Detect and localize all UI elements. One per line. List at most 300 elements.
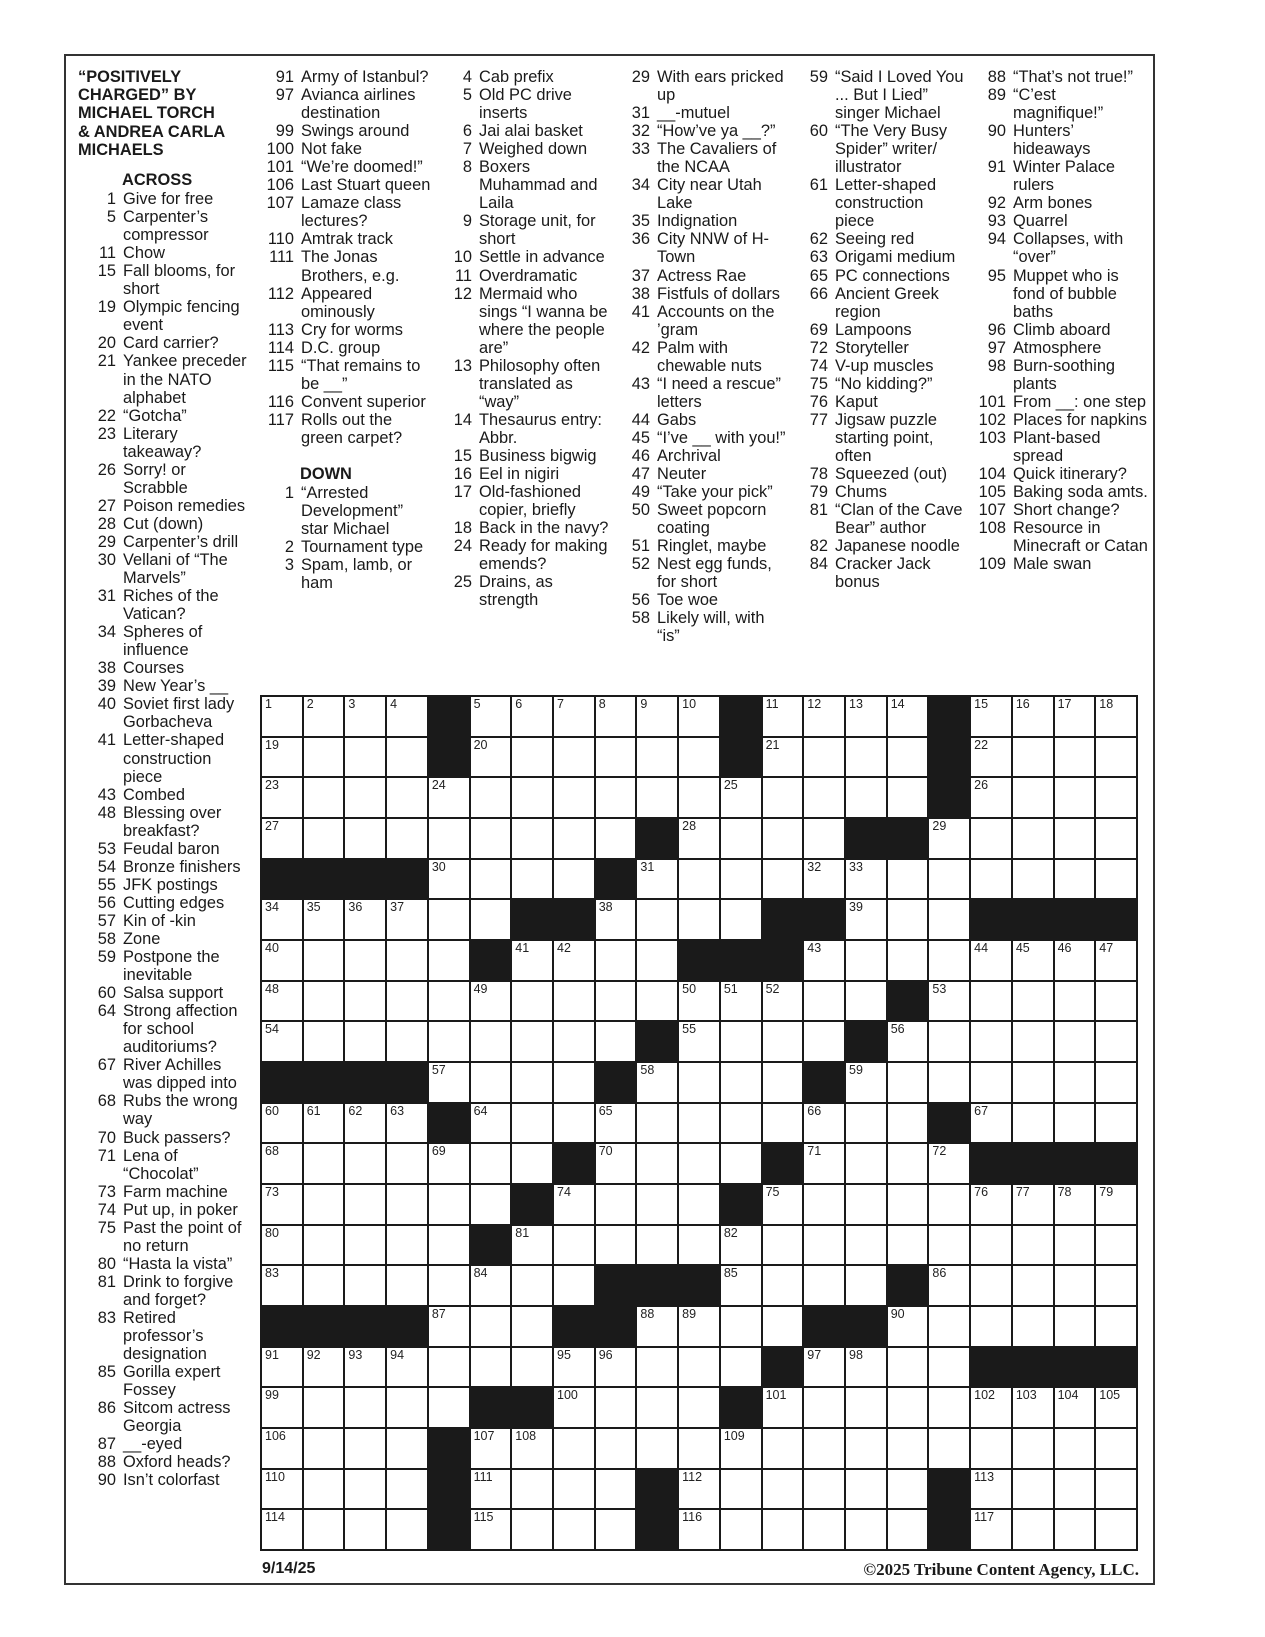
grid-cell[interactable] [1055,860,1095,899]
grid-cell[interactable] [637,738,677,777]
grid-cell[interactable] [721,1510,761,1549]
grid-cell[interactable] [1013,1185,1053,1224]
grid-cell[interactable] [1013,1226,1053,1265]
grid-cell[interactable] [429,819,469,858]
grid-cell[interactable] [596,1022,636,1061]
grid-cell[interactable] [429,1022,469,1061]
grid-cell[interactable] [888,1226,928,1265]
grid-cell[interactable] [804,778,844,817]
grid-cell[interactable] [387,900,427,939]
grid-cell[interactable] [1096,941,1136,980]
grid-cell[interactable] [554,1185,594,1224]
grid-cell[interactable] [721,1266,761,1305]
grid-cell[interactable] [888,738,928,777]
grid-cell[interactable] [637,1307,677,1346]
grid-cell[interactable] [596,1185,636,1224]
grid-cell[interactable] [387,738,427,777]
grid-cell[interactable] [804,1144,844,1183]
grid-cell[interactable] [679,900,719,939]
grid-cell[interactable] [304,697,344,736]
grid-cell[interactable] [512,1510,552,1549]
grid-cell[interactable] [721,1022,761,1061]
grid-cell[interactable] [262,1144,302,1183]
grid-cell[interactable] [679,778,719,817]
grid-cell[interactable] [1096,778,1136,817]
grid-cell[interactable] [929,900,969,939]
grid-cell[interactable] [1096,1510,1136,1549]
grid-cell[interactable] [679,738,719,777]
grid-cell[interactable] [345,819,385,858]
grid-cell[interactable] [387,1022,427,1061]
grid-cell[interactable] [804,1226,844,1265]
grid-cell[interactable] [512,738,552,777]
grid-cell[interactable] [888,1510,928,1549]
grid-cell[interactable] [429,1307,469,1346]
grid-cell[interactable] [304,1470,344,1509]
grid-cell[interactable] [888,1063,928,1102]
grid-cell[interactable] [888,1429,928,1468]
grid-cell[interactable] [971,1510,1011,1549]
grid-cell[interactable] [471,697,511,736]
grid-cell[interactable] [387,1266,427,1305]
grid-cell[interactable] [1055,941,1095,980]
grid-cell[interactable] [679,1185,719,1224]
grid-cell[interactable] [846,1226,886,1265]
grid-cell[interactable] [846,1429,886,1468]
grid-cell[interactable] [763,1429,803,1468]
grid-cell[interactable] [721,1144,761,1183]
grid-cell[interactable] [929,860,969,899]
grid-cell[interactable] [471,1266,511,1305]
grid-cell[interactable] [637,860,677,899]
grid-cell[interactable] [471,1022,511,1061]
grid-cell[interactable] [262,1388,302,1427]
grid-cell[interactable] [471,738,511,777]
grid-cell[interactable] [721,1429,761,1468]
grid-cell[interactable] [262,1022,302,1061]
grid-cell[interactable] [1055,1388,1095,1427]
grid-cell[interactable] [721,1470,761,1509]
grid-cell[interactable] [387,1104,427,1143]
grid-cell[interactable] [554,1429,594,1468]
grid-cell[interactable] [804,1510,844,1549]
grid-cell[interactable] [596,982,636,1021]
grid-cell[interactable] [679,1063,719,1102]
grid-cell[interactable] [804,1429,844,1468]
grid-cell[interactable] [304,1388,344,1427]
grid-cell[interactable] [345,738,385,777]
grid-cell[interactable] [637,900,677,939]
grid-cell[interactable] [387,982,427,1021]
grid-cell[interactable] [429,1063,469,1102]
grid-cell[interactable] [1055,1185,1095,1224]
grid-cell[interactable] [846,1063,886,1102]
grid-cell[interactable] [596,1429,636,1468]
grid-cell[interactable] [763,1470,803,1509]
grid-cell[interactable] [679,697,719,736]
grid-cell[interactable] [262,1266,302,1305]
grid-cell[interactable] [763,778,803,817]
grid-cell[interactable] [1096,1388,1136,1427]
grid-cell[interactable] [304,1144,344,1183]
grid-cell[interactable] [971,697,1011,736]
grid-cell[interactable] [596,1470,636,1509]
grid-cell[interactable] [637,1144,677,1183]
grid-cell[interactable] [679,1022,719,1061]
grid-cell[interactable] [971,982,1011,1021]
grid-cell[interactable] [721,1063,761,1102]
grid-cell[interactable] [846,1470,886,1509]
grid-cell[interactable] [429,982,469,1021]
grid-cell[interactable] [679,1144,719,1183]
grid-cell[interactable] [554,860,594,899]
grid-cell[interactable] [846,1185,886,1224]
grid-cell[interactable] [929,1022,969,1061]
grid-cell[interactable] [1013,1104,1053,1143]
grid-cell[interactable] [971,1266,1011,1305]
grid-cell[interactable] [804,982,844,1021]
grid-cell[interactable] [429,1348,469,1387]
grid-cell[interactable] [554,1510,594,1549]
grid-cell[interactable] [304,1104,344,1143]
grid-cell[interactable] [304,1226,344,1265]
grid-cell[interactable] [345,982,385,1021]
grid-cell[interactable] [471,982,511,1021]
grid-cell[interactable] [1096,1266,1136,1305]
grid-cell[interactable] [637,941,677,980]
grid-cell[interactable] [304,1266,344,1305]
grid-cell[interactable] [804,1185,844,1224]
grid-cell[interactable] [387,697,427,736]
grid-cell[interactable] [804,941,844,980]
grid-cell[interactable] [345,1266,385,1305]
grid-cell[interactable] [763,1022,803,1061]
grid-cell[interactable] [888,941,928,980]
grid-cell[interactable] [554,778,594,817]
grid-cell[interactable] [387,819,427,858]
grid-cell[interactable] [637,982,677,1021]
grid-cell[interactable] [1013,1063,1053,1102]
grid-cell[interactable] [804,1022,844,1061]
grid-cell[interactable] [763,1266,803,1305]
grid-cell[interactable] [345,697,385,736]
grid-cell[interactable] [888,1185,928,1224]
grid-cell[interactable] [512,819,552,858]
grid-cell[interactable] [721,1348,761,1387]
grid-cell[interactable] [512,1022,552,1061]
grid-cell[interactable] [1013,1307,1053,1346]
grid-cell[interactable] [262,1470,302,1509]
grid-cell[interactable] [262,1185,302,1224]
grid-cell[interactable] [554,982,594,1021]
grid-cell[interactable] [596,1348,636,1387]
grid-cell[interactable] [1013,1022,1053,1061]
grid-cell[interactable] [554,738,594,777]
grid-cell[interactable] [929,1226,969,1265]
grid-cell[interactable] [1055,982,1095,1021]
grid-cell[interactable] [304,900,344,939]
grid-cell[interactable] [554,1063,594,1102]
grid-cell[interactable] [679,819,719,858]
grid-cell[interactable] [471,1185,511,1224]
grid-cell[interactable] [304,778,344,817]
grid-cell[interactable] [846,1104,886,1143]
grid-cell[interactable] [763,1388,803,1427]
grid-cell[interactable] [387,1144,427,1183]
grid-cell[interactable] [971,941,1011,980]
grid-cell[interactable] [679,1429,719,1468]
grid-cell[interactable] [1013,738,1053,777]
grid-cell[interactable] [971,1185,1011,1224]
grid-cell[interactable] [971,1307,1011,1346]
grid-cell[interactable] [512,1307,552,1346]
grid-cell[interactable] [888,1144,928,1183]
grid-cell[interactable] [846,1388,886,1427]
grid-cell[interactable] [596,1104,636,1143]
grid-cell[interactable] [262,819,302,858]
grid-cell[interactable] [971,1429,1011,1468]
grid-cell[interactable] [512,1226,552,1265]
grid-cell[interactable] [512,1063,552,1102]
grid-cell[interactable] [763,1063,803,1102]
grid-cell[interactable] [804,1348,844,1387]
grid-cell[interactable] [721,860,761,899]
grid-cell[interactable] [262,982,302,1021]
grid-cell[interactable] [1013,697,1053,736]
grid-cell[interactable] [429,900,469,939]
grid-cell[interactable] [471,1104,511,1143]
grid-cell[interactable] [1013,819,1053,858]
grid-cell[interactable] [888,1104,928,1143]
grid-cell[interactable] [596,819,636,858]
grid-cell[interactable] [387,1470,427,1509]
grid-cell[interactable] [554,1022,594,1061]
grid-cell[interactable] [971,778,1011,817]
grid-cell[interactable] [471,900,511,939]
grid-cell[interactable] [387,1388,427,1427]
grid-cell[interactable] [596,941,636,980]
grid-cell[interactable] [429,1185,469,1224]
grid-cell[interactable] [679,1470,719,1509]
grid-cell[interactable] [262,1510,302,1549]
grid-cell[interactable] [429,1388,469,1427]
grid-cell[interactable] [387,1348,427,1387]
grid-cell[interactable] [763,982,803,1021]
grid-cell[interactable] [512,778,552,817]
grid-cell[interactable] [888,778,928,817]
grid-cell[interactable] [554,819,594,858]
grid-cell[interactable] [596,778,636,817]
grid-cell[interactable] [1013,982,1053,1021]
grid-cell[interactable] [345,1429,385,1468]
grid-cell[interactable] [1055,1226,1095,1265]
grid-cell[interactable] [1096,1063,1136,1102]
grid-cell[interactable] [1013,1429,1053,1468]
grid-cell[interactable] [345,1185,385,1224]
grid-cell[interactable] [387,1429,427,1468]
grid-cell[interactable] [929,1266,969,1305]
grid-cell[interactable] [929,982,969,1021]
grid-cell[interactable] [596,900,636,939]
grid-cell[interactable] [929,1185,969,1224]
grid-cell[interactable] [596,1510,636,1549]
grid-cell[interactable] [1055,1429,1095,1468]
grid-cell[interactable] [929,941,969,980]
grid-cell[interactable] [345,1510,385,1549]
grid-cell[interactable] [971,1388,1011,1427]
grid-cell[interactable] [1055,1470,1095,1509]
grid-cell[interactable] [471,819,511,858]
grid-cell[interactable] [888,697,928,736]
grid-cell[interactable] [304,941,344,980]
grid-cell[interactable] [804,697,844,736]
grid-cell[interactable] [971,860,1011,899]
grid-cell[interactable] [846,1348,886,1387]
grid-cell[interactable] [971,1470,1011,1509]
grid-cell[interactable] [471,1470,511,1509]
grid-cell[interactable] [429,778,469,817]
grid-cell[interactable] [637,1104,677,1143]
grid-cell[interactable] [554,941,594,980]
grid-cell[interactable] [1055,1266,1095,1305]
grid-cell[interactable] [1013,1510,1053,1549]
grid-cell[interactable] [888,900,928,939]
grid-cell[interactable] [1096,697,1136,736]
grid-cell[interactable] [846,1510,886,1549]
grid-cell[interactable] [637,1429,677,1468]
grid-cell[interactable] [971,1226,1011,1265]
grid-cell[interactable] [679,982,719,1021]
grid-cell[interactable] [888,1348,928,1387]
grid-cell[interactable] [721,1307,761,1346]
grid-cell[interactable] [763,697,803,736]
grid-cell[interactable] [471,1510,511,1549]
grid-cell[interactable] [1055,778,1095,817]
grid-cell[interactable] [1013,941,1053,980]
grid-cell[interactable] [262,900,302,939]
grid-cell[interactable] [971,738,1011,777]
grid-cell[interactable] [888,1388,928,1427]
grid-cell[interactable] [971,1104,1011,1143]
grid-cell[interactable] [471,1307,511,1346]
grid-cell[interactable] [596,697,636,736]
grid-cell[interactable] [929,1307,969,1346]
grid-cell[interactable] [345,1348,385,1387]
grid-cell[interactable] [1013,1266,1053,1305]
grid-cell[interactable] [679,1226,719,1265]
grid-cell[interactable] [345,900,385,939]
grid-cell[interactable] [345,1144,385,1183]
grid-cell[interactable] [679,860,719,899]
grid-cell[interactable] [387,778,427,817]
grid-cell[interactable] [304,1510,344,1549]
grid-cell[interactable] [929,1144,969,1183]
grid-cell[interactable] [471,778,511,817]
grid-cell[interactable] [471,1144,511,1183]
grid-cell[interactable] [554,1388,594,1427]
grid-cell[interactable] [637,1348,677,1387]
grid-cell[interactable] [637,697,677,736]
grid-cell[interactable] [512,941,552,980]
grid-cell[interactable] [1055,1307,1095,1346]
grid-cell[interactable] [679,1510,719,1549]
grid-cell[interactable] [1096,1307,1136,1346]
grid-cell[interactable] [429,1144,469,1183]
grid-cell[interactable] [929,1429,969,1468]
grid-cell[interactable] [679,1307,719,1346]
grid-cell[interactable] [763,1226,803,1265]
grid-cell[interactable] [512,1144,552,1183]
grid-cell[interactable] [596,1144,636,1183]
grid-cell[interactable] [1055,738,1095,777]
grid-cell[interactable] [1096,738,1136,777]
grid-cell[interactable] [387,1510,427,1549]
grid-cell[interactable] [721,1104,761,1143]
grid-cell[interactable] [554,1470,594,1509]
grid-cell[interactable] [1055,1510,1095,1549]
grid-cell[interactable] [846,900,886,939]
grid-cell[interactable] [1096,1022,1136,1061]
grid-cell[interactable] [304,1429,344,1468]
grid-cell[interactable] [1096,1429,1136,1468]
grid-cell[interactable] [1013,1388,1053,1427]
grid-cell[interactable] [387,941,427,980]
grid-cell[interactable] [387,1226,427,1265]
grid-cell[interactable] [846,1144,886,1183]
grid-cell[interactable] [471,1063,511,1102]
grid-cell[interactable] [512,1348,552,1387]
grid-cell[interactable] [345,1104,385,1143]
grid-cell[interactable] [345,941,385,980]
grid-cell[interactable] [929,1063,969,1102]
grid-cell[interactable] [929,1348,969,1387]
grid-cell[interactable] [679,1104,719,1143]
grid-cell[interactable] [554,1348,594,1387]
grid-cell[interactable] [1013,860,1053,899]
grid-cell[interactable] [304,1185,344,1224]
grid-cell[interactable] [262,941,302,980]
grid-cell[interactable] [1055,1063,1095,1102]
grid-cell[interactable] [804,819,844,858]
grid-cell[interactable] [554,1226,594,1265]
grid-cell[interactable] [637,1388,677,1427]
grid-cell[interactable] [1055,819,1095,858]
grid-cell[interactable] [888,860,928,899]
grid-cell[interactable] [1055,697,1095,736]
grid-cell[interactable] [304,982,344,1021]
grid-cell[interactable] [763,1510,803,1549]
grid-cell[interactable] [512,697,552,736]
grid-cell[interactable] [637,1185,677,1224]
grid-cell[interactable] [304,738,344,777]
grid-cell[interactable] [304,1022,344,1061]
grid-cell[interactable] [1013,778,1053,817]
grid-cell[interactable] [846,738,886,777]
grid-cell[interactable] [262,1429,302,1468]
grid-cell[interactable] [1096,1104,1136,1143]
grid-cell[interactable] [512,982,552,1021]
grid-cell[interactable] [1055,1022,1095,1061]
grid-cell[interactable] [763,860,803,899]
grid-cell[interactable] [1013,1470,1053,1509]
grid-cell[interactable] [512,860,552,899]
grid-cell[interactable] [471,1429,511,1468]
grid-cell[interactable] [554,1104,594,1143]
grid-cell[interactable] [345,1226,385,1265]
grid-cell[interactable] [1096,982,1136,1021]
grid-cell[interactable] [596,1388,636,1427]
grid-cell[interactable] [804,1388,844,1427]
